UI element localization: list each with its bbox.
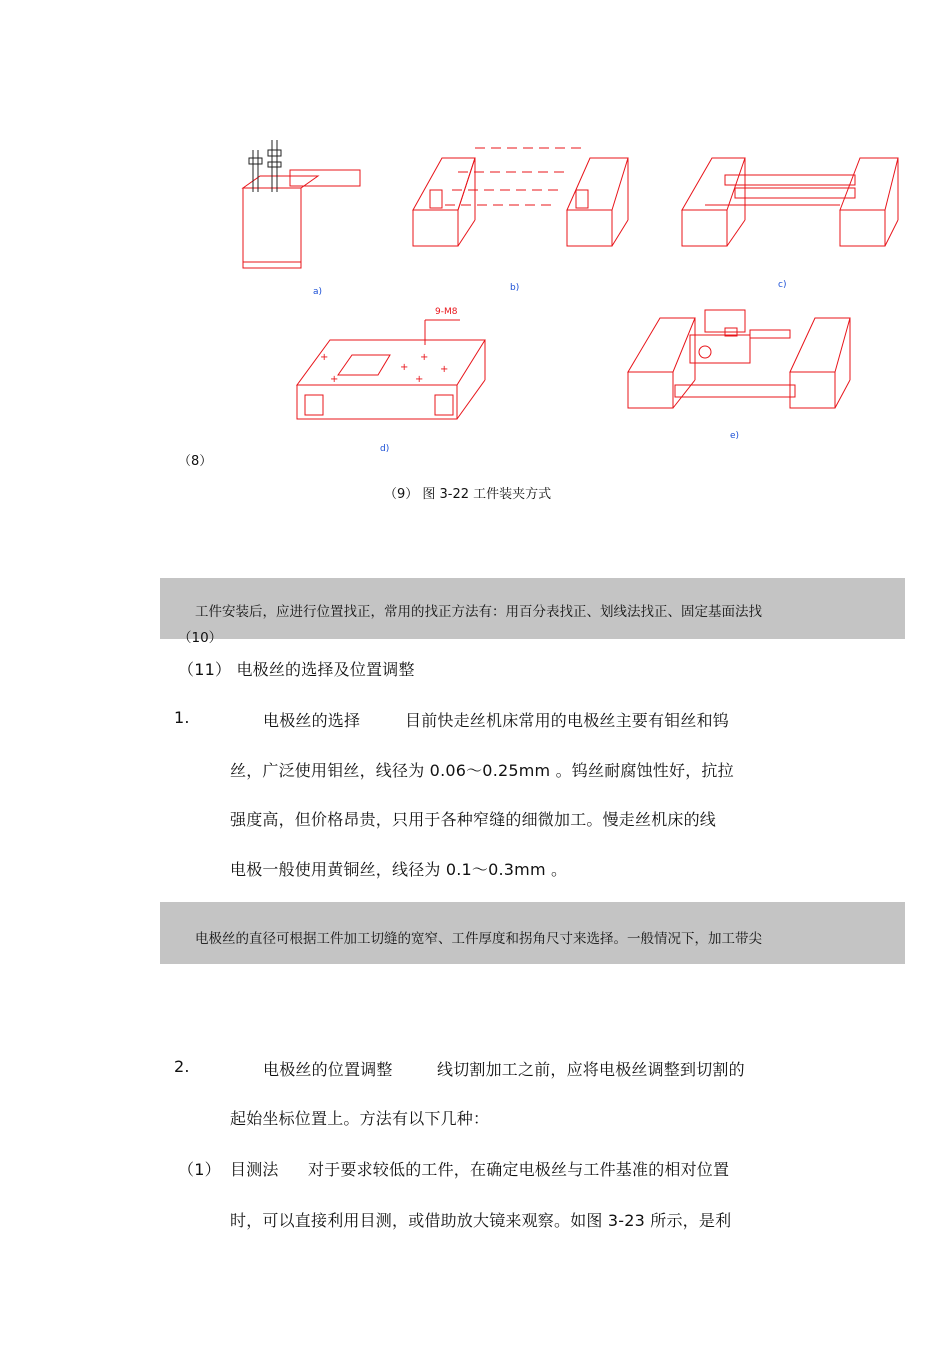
item-2-line-2: 起始坐标位置上。方法有以下几种： [230,1109,490,1128]
figure-d-drawing [297,320,485,419]
item-2-number: 2. [174,1057,190,1076]
item-2-title: 电极丝的位置调整 [263,1060,393,1079]
figure-e-label: e) [730,431,740,441]
paragraph-number-10: （10） [178,630,223,646]
highlight-band-2 [160,902,905,964]
band-2-text: 电极丝的直径可根据工件加工切缝的宽窄、工件厚度和拐角尺寸来选择。一般情况下，加工带尖 [195,931,762,947]
item-1-number: 1. [174,708,190,727]
figure-b-drawing [413,148,628,246]
figure-3-22-drawing [0,0,950,470]
sub-item-1-title: 目测法 [230,1160,279,1179]
svg-text:+: + [320,352,329,363]
item-1-line-1: 目前快走丝机床常用的电极丝主要有钼丝和钨 [405,711,730,730]
sub-item-1-line-2: 时，可以直接利用目测，或借助放大镜来观察。如图 3-23 所示，是利 [230,1211,732,1230]
figure-a-drawing [243,140,360,268]
svg-text:+: + [330,374,339,385]
figure-b-label: b) [510,283,520,293]
item-1-title: 电极丝的选择 [263,711,361,730]
svg-text:+: + [400,362,409,373]
item-1-line-3: 强度高，但价格昂贵，只用于各种窄缝的细微加工。慢走丝机床的线 [230,810,717,829]
svg-text:+: + [440,364,449,375]
item-1-line-4: 电极一般使用黄铜丝，线径为 0.1～0.3mm 。 [230,860,568,879]
figure-d-callout: 9-M8 [435,307,458,317]
figure-a-label: a) [313,287,323,297]
figure-d-label: d) [380,444,390,454]
sub-item-1-number: （1） [178,1160,221,1179]
item-1-line-2: 丝，广泛使用钼丝，线径为 0.06～0.25mm 。钨丝耐腐蚀性好，抗拉 [230,761,734,780]
sub-item-1-line-1: 对于要求较低的工件，在确定电极丝与工件基准的相对位置 [308,1160,730,1179]
figure-c-label: c) [778,280,787,290]
item-2-line-1: 线切割加工之前，应将电极丝调整到切割的 [437,1060,745,1079]
svg-text:+: + [415,374,424,385]
highlight-band-1 [160,578,905,646]
section-heading: （11） 电极丝的选择及位置调整 [178,660,415,679]
band-1-text: 工件安装后，应进行位置找正，常用的找正方法有：用百分表找正、划线法找正、固定基面法找 [195,604,762,620]
svg-text:+: + [420,352,429,363]
figure-caption: （9） 图 3-22 工件装夹方式 [384,487,552,502]
paragraph-number-8: （8） [178,454,213,469]
figure-c-drawing [682,158,898,246]
figure-e-drawing [628,310,850,408]
